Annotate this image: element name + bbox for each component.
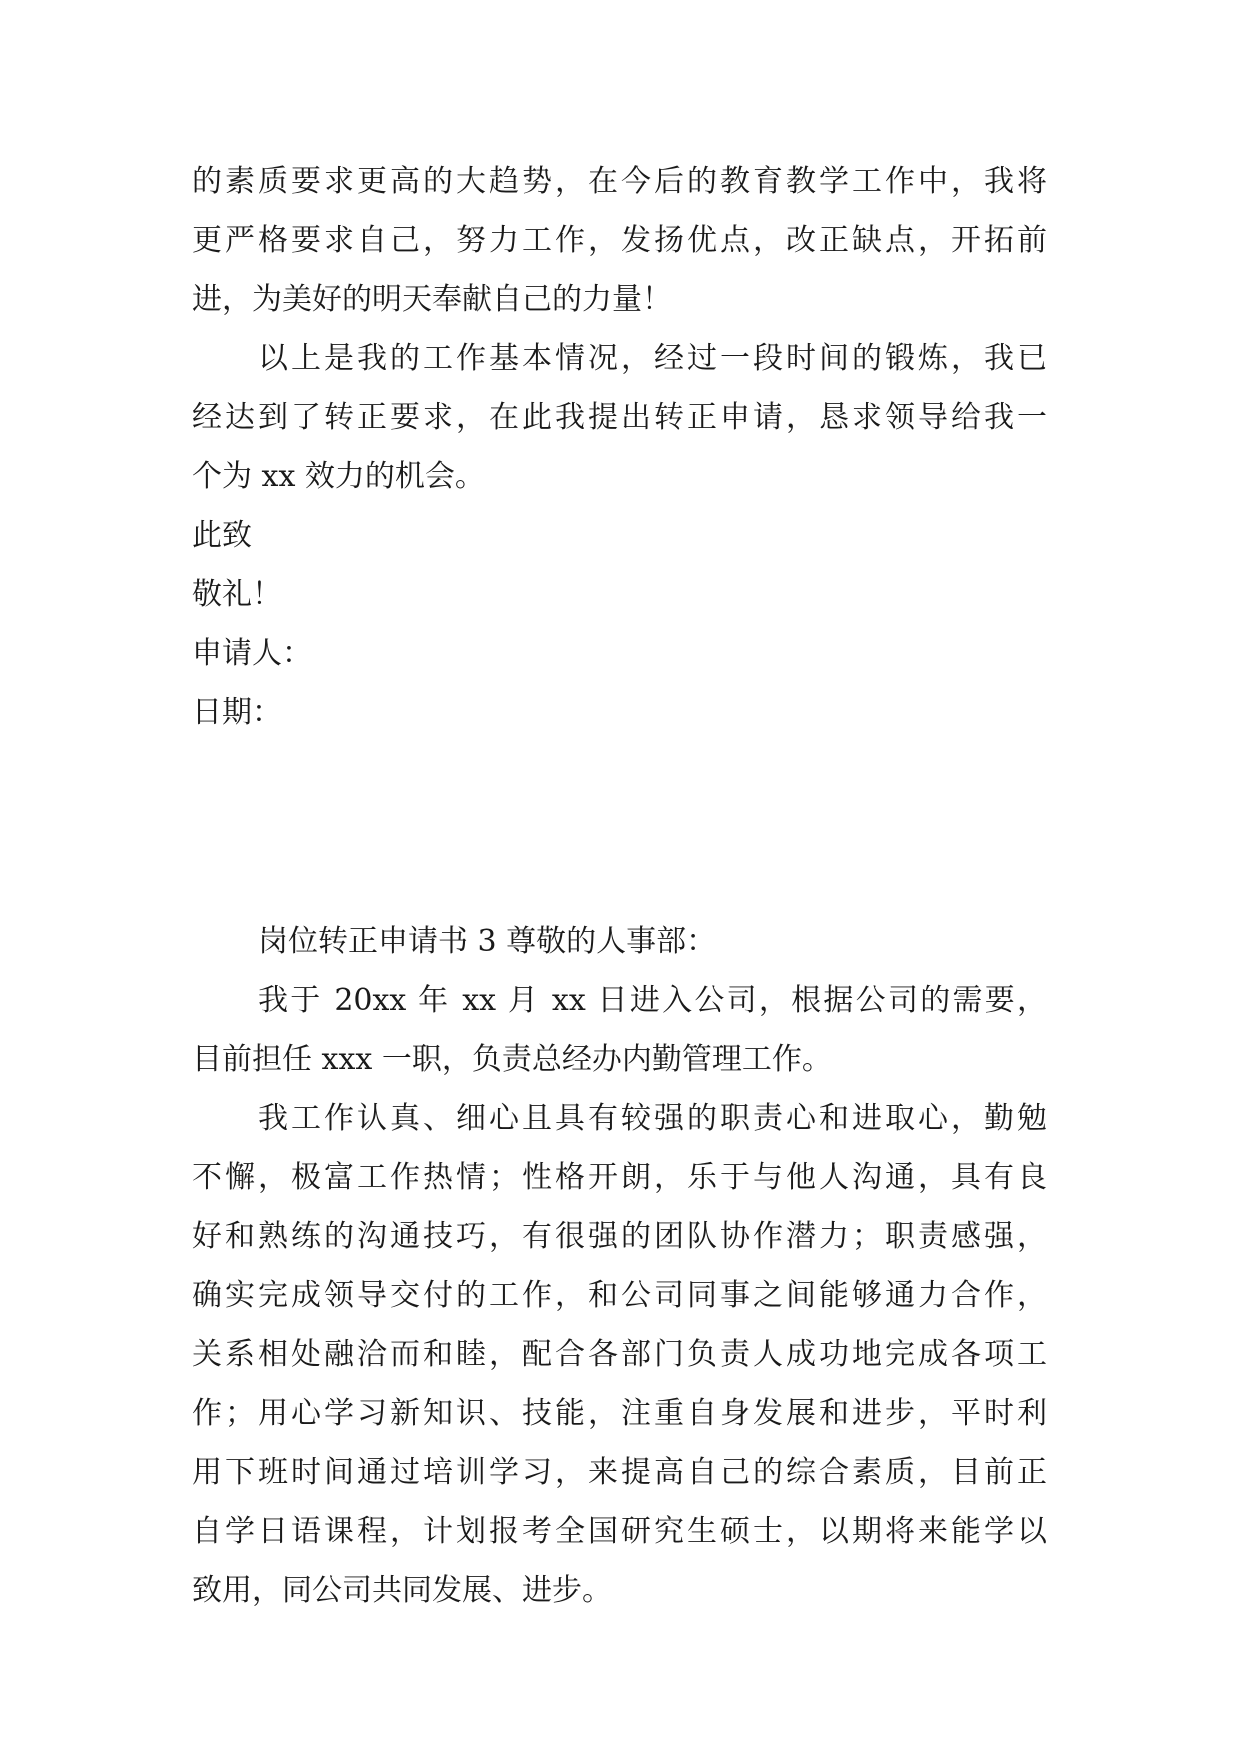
paragraph-line: 不懈，极富工作热情；性格开朗，乐于与他人沟通，具有良 [192,1160,1047,1195]
closing-regards: 敬礼！ [192,577,282,612]
closing-salutation: 此致 [192,518,252,553]
paragraph-line: 好和熟练的沟通技巧，有很强的团队协作潜力；职责感强， [192,1219,1047,1254]
paragraph-line: 进，为美好的明天奉献自己的力量！ [192,282,672,317]
paragraph-line: 确实完成领导交付的工作，和公司同事之间能够通力合作， [192,1278,1047,1313]
paragraph-line: 经达到了转正要求，在此我提出转正申请，恳求领导给我一 [192,400,1047,435]
paragraph-line: 作；用心学习新知识、技能，注重自身发展和进步，平时利 [192,1396,1047,1431]
paragraph-line: 关系相处融洽而和睦，配合各部门负责人成功地完成各项工 [192,1337,1047,1372]
paragraph-line: 更严格要求自己，努力工作，发扬优点，改正缺点，开拓前 [192,223,1047,258]
paragraph-line: 用下班时间通过培训学习，来提高自己的综合素质，目前正 [192,1455,1047,1490]
letter-heading: 岗位转正申请书 3 尊敬的人事部： [258,924,717,959]
date-label: 日期： [192,695,282,730]
paragraph-line: 我工作认真、细心且具有较强的职责心和进取心，勤勉 [258,1101,1047,1136]
paragraph-line: 目前担任 xxx 一职，负责总经办内勤管理工作。 [192,1042,832,1077]
paragraph-line: 致用，同公司共同发展、进步。 [192,1573,612,1608]
paragraph-line: 我于 20xx 年 xx 月 xx 日进入公司，根据公司的需要， [258,983,1047,1018]
applicant-label: 申请人： [192,636,312,671]
paragraph-line: 以上是我的工作基本情况，经过一段时间的锻炼，我已 [258,341,1047,376]
paragraph-line: 自学日语课程，计划报考全国研究生硕士，以期将来能学以 [192,1514,1047,1549]
paragraph-line: 的素质要求更高的大趋势，在今后的教育教学工作中，我将 [192,164,1047,199]
paragraph-line: 个为 xx 效力的机会。 [192,459,485,494]
